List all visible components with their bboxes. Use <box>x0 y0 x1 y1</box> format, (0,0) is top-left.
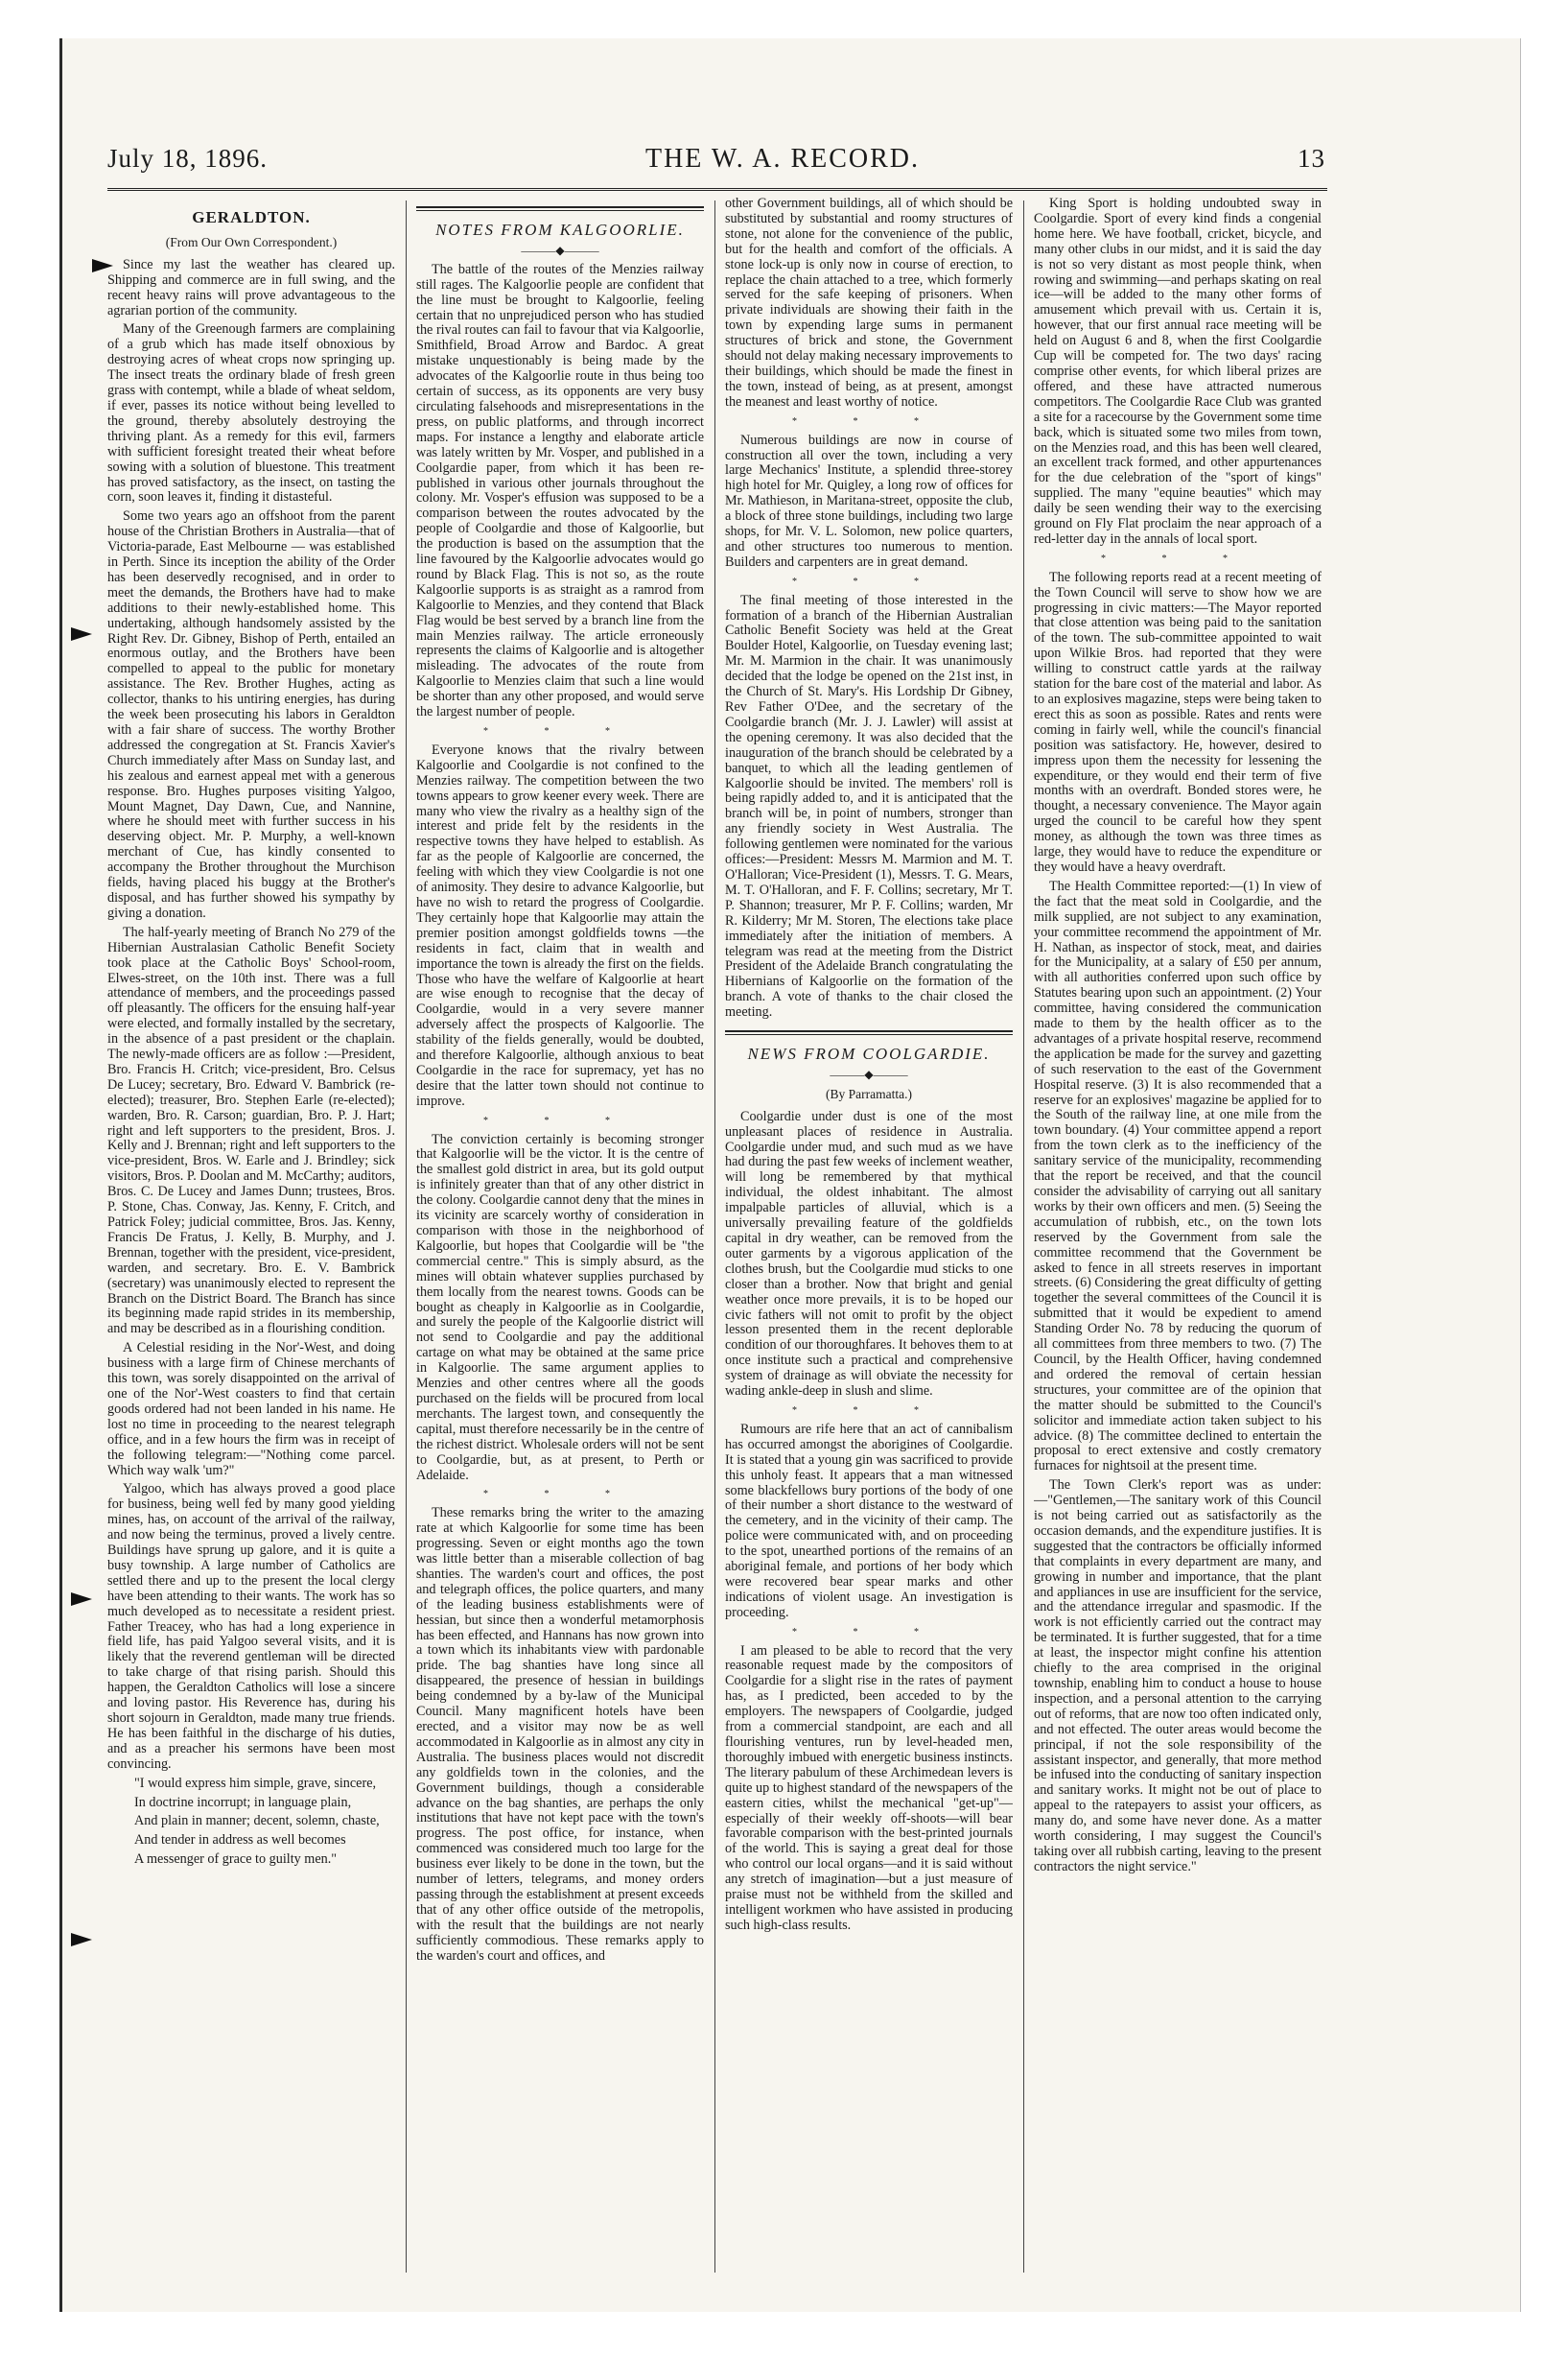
paragraph: Numerous buildings are now in course of construction all over the town, including a very large Mechanics' Institute, a splendid three-storey high hotel for Mr. Quigley, a long row of offices for Mr. Mathieson, in Maritana-street, opposite the club, a block of three stone buildings, including two large shops, for Mr. V. L. Solomon, new police quarters, and other structures too numerous to mention. Builders and carpenters are in great demand. <box>725 432 1013 570</box>
section-separator: * * * <box>483 726 637 737</box>
section-separator: * * * <box>792 1626 946 1637</box>
verse-line: In doctrine incorrupt; in language plain, <box>134 1794 352 1810</box>
column-coolgardie-continued <box>1034 197 1322 2278</box>
column-divider <box>406 200 407 2273</box>
margin-pointer-icon <box>71 1933 92 1946</box>
paragraph: other Government buildings, all of which should be substituted by substantial and roomy structures of stone, not alone for the convenience of the public, but for the health and comfort of the officials. A stone lock-up is only now in course of erection, to replace the chain attached to a tree, which formerly served for the safe keeping of prisoners. When private individuals are showing their faith in the town by expending large sums in permanent structures of brick and stone, the Government should not delay making necessary improvements to their buildings, which should be made the finest in the town, instead of being, as at present, amongst the meanest and least worthy of notice. <box>725 197 1013 410</box>
paragraph: The battle of the routes of the Menzies railway still rages. The Kalgoorlie people are confident that the line must be brought to Kalgoorlie, feeling certain that no unprejudiced person who has studied the rival routes can fail to favour that via Kalgoorlie, Smithfield, Broad Arrow and Bardoc. A great mistake unquestionably is being made by the advocates of the Kalgoorlie route in thus being too certain of success, as its opponents are very busy circulating falsehoods and misrepresentations in the press, on public platforms, and through incorrect maps. For instance a lengthy and elaborate article was lately written by Mr. Vosper, and published in a Coolgardie paper, from which it has been re-published in various other journals throughout the colony. Mr. Vosper's effusion was supposed to be a comparison between the routes advocated by the people of Coolgardie and those of Kalgoorlie, but the production is based on the assumption that the line favoured by the Kalgoorlie advocates would go round by Black Flag. This is not so, as the route Kalgoorlie supports is as straight as a ramrod from Kalgoorlie to Menzies, and they contend that Black Flag would be best served by a branch line from the main Menzies railway. The article erroneously represents the claims of Kalgoorlie and is altogether misleading. The advocates of the route from Kalgoorlie to Menzies claim that such a line would be shorter than any other proposed, and would serve the largest number of people. <box>416 261 704 720</box>
paragraph: King Sport is holding undoubted sway in Coolgardie. Sport of every kind finds a congenial home here. We have football, cricket, bicycle, and many other clubs in our midst, and it is said the day is not so very distant as most people think, when rowing and swimming—and perhaps skating on real ice—will be added to the many other forms of amusement which prevail with us. Certain it is, however, that our first annual race meeting will be held on August 6 and 8, when the first Coolgardie Cup will be competed for. The two days' racing comprise other events, for which liberal prizes are offered, and these have attracted numerous competitors. The Coolgardie Race Club was granted a site for a racecourse by the Government some time back, which is situated some two miles from town, on the Menzies road, and this has been well cleared, an excellent track formed, and other appurtenances for the due celebration of the "sport of kings" supplied. The many "equine beauties" which may daily be seen wending their way to the exercising ground on Fly Flat proclaim the near approach of a red-letter day in the annals of local sport. <box>1034 197 1322 547</box>
article-columns <box>107 197 1327 2278</box>
page-number: 13 <box>1297 144 1325 173</box>
column-divider <box>714 200 715 2273</box>
section-separator: * * * <box>792 576 946 587</box>
margin-pointer-icon <box>71 627 92 641</box>
section-ornament: ———◆——— <box>521 243 599 257</box>
margin-pointer-icon <box>71 1592 92 1606</box>
verse-line: And plain in manner; decent, solemn, chaste, <box>134 1813 380 1829</box>
section-ornament: ———◆——— <box>830 1067 908 1081</box>
section-separator: * * * <box>483 1489 637 1500</box>
paragraph: The Town Clerk's report was as under:—"Gentlemen,—The sanitary work of this Council is not being carried out as satisfactorily as the occasion demands, and the expenditure justifies. It is suggested that the contractors be officially informed that complaints in every department are many, and growing in number and importance, that the plant and appliances in use are insufficient for the service, and the attendance irregular and spasmodic. If the work is not efficiently carried out the contract may be terminated. It is further suggested, that for a time at least, the inspector might confine his attention chiefly to the area comprised in the original township, enabling him to conduct a house to house inspection, and a personal attention to the carrying out of reforms, that are now too often indicated only, and not effected. The outer areas would become the principal, if not the sole responsibility of the assistant inspector, and generally, that more method be infused into the conducting of sanitary inspection and sanitary works. It might not be out of place to appeal to the ratepayers to assist your officers, as many do, and some have never done. As a matter worth considering, I may suggest the Council's taking over all rubbish carting, leaving to the present contractors the night service." <box>1034 1477 1322 1874</box>
column-geraldton <box>107 197 395 2278</box>
paragraph: The conviction certainly is becoming stronger that Kalgoorlie will be the victor. It is the centre of the smallest gold district in area, but its gold output is infinitely greater than that of any other district in the colony. Coolgardie cannot deny that the mines in its vicinity are scarcely worthy of consideration in comparison with those in the neighborhood of Kalgoorlie, but hopes that Coolgardie will be "the commercial centre." This is simply absurd, as the mines will obtain whatever supplies purchased by them locally from the nearest towns. Goods can be bought as cheaply in Kalgoorlie as in Coolgardie, and surely the people of the Kalgoorlie district will not send to Coolgardie and pay the additional cartage on what may be obtained at the same price in Kalgoorlie. The same argument applies to Menzies and other centres where all the goods purchased on the fields will be procured from local merchants. The largest town, and consequently the capital, must therefore necessarily be in the centre of the richest district. Wholesale orders will not be sent to Coolgardie, but, as at present, to Perth or Adelaide. <box>416 1131 704 1483</box>
section-title-coolgardie: NEWS FROM COOLGARDIE. <box>747 1045 991 1064</box>
paragraph: A Celestial residing in the Nor'-West, and doing business with a large firm of Chinese merchants of this town, was sorely disappointed on the arrival of one of the Nor'-West coasters to find that certain goods ordered had not been landed in his name. He lost no time in proceeding to the nearest telegraph office, and in a few hours the firm was in receipt of the following telegram:—"Nothing come parcel. Which way walk 'um?" <box>107 1340 395 1478</box>
margin-pointer-icon <box>92 259 113 272</box>
paragraph: The half-yearly meeting of Branch No 279 of the Hibernian Australasian Catholic Benefit Society took place at the Catholic Boys' School-room, Elwes-street, on the 10th inst. There was a full attendance of members, and the proceedings passed off pleasantly. The officers for the ensuing half-year were elected, and formally installed by the secretary, in the absence of a past president or the chaplain. The newly-made officers are as follow :—President, Bro. Francis H. Critch; vice-president, Bro. Celsus De Lucey; secretary, Bro. Edward V. Bambrick (re-elected); treasurer, Bro. Stephen Earle (re-elected); warden, Bro. R. Carson; guardian, Bro. P. J. Hart; right and left supporters to the president, Bros. J. Kelly and J. Brennan; right and left supporters to the vice-president, Bros. W. Earle and J. Brindley; sick visitors, Bros. P. Doolan and M. McCarthy; auditors, Bros. C. De Lucey and James Dunn; trustees, Bros. P. Stone, Chas. Conway, Jas. Kenny, F. Critch, and Patrick Foley; judicial committee, Bros. Jas. Kenny, Francis De Fratus, J. Kelly, B. Murphy, and J. Brennan, together with the president, vice-president, warden, and secretary. Bro. E. V. Bambrick (secretary) was unanimously elected to represent the Branch on the District Board. The Branch has since its beginning made rapid strides in its membership, and may be described as in a flourishing condition. <box>107 924 395 1337</box>
masthead <box>107 144 1325 192</box>
column-kalgoorlie-coolgardie <box>725 197 1013 2278</box>
section-title-geraldton: GERALDTON. <box>192 208 311 226</box>
paragraph: Many of the Greenough farmers are complaining of a grub which has made itself obnoxious by destroying acres of wheat crops now springing up. The insect treats the ordinary blade of fresh green grass with contempt, while a blade of wheat seldom, if ever, passes its notice without being levelled to the ground, thereby absolutely destroying the thriving plant. As a remedy for this evil, farmers with sufficient foresight treated their wheat before sowing with a solution of bluestone. This treatment has proved satisfactory, as the insect, on tasting the corn, soon leaves it, finding it distasteful. <box>107 321 395 506</box>
issue-date: July 18, 1896. <box>107 144 269 173</box>
section-separator: * * * <box>792 1404 946 1416</box>
section-rule <box>416 206 704 211</box>
column-divider <box>1023 200 1024 2273</box>
section-separator: * * * <box>1101 553 1254 564</box>
paragraph: Everyone knows that the rivalry between Kalgoorlie and Coolgardie is not confined to the Menzies railway. The competition between the two towns appears to grow keener every week. There are many who view the rivalry as a healthy sign of the interest and pride felt by the residents in the respective towns they have helped to establish. As far as the people of Kalgoorlie are concerned, the feeling with which they view Coolgardie is not one of animosity. They desire to advance Kalgoorlie, but have no wish to retard the progress of Coolgardie. They certainly hope that Kalgoorlie may attain the premier position amongst goldfields towns —the residents in fact, claim that in wealth and importance the town is already the first on the fields. Those who have the welfare of Kalgoorlie at heart are wise enough to recognise that the decay of Coolgardie, would in a very severe manner adversely affect the prospects of Kalgoorlie. The stability of the fields generally, would be doubted, and therefore Kalgoorlie, although anxious to beat Coolgardie in the race for supremacy, yet has no desire that the latter town should not continue to improve. <box>416 742 704 1109</box>
paragraph: Since my last the weather has cleared up. Shipping and commerce are in full swing, and the recent heavy rains will prove advantageous to the agrarian portion of the community. <box>107 256 395 318</box>
verse-line: "I would express him simple, grave, sincere, <box>134 1775 377 1791</box>
paragraph: These remarks bring the writer to the amazing rate at which Kalgoorlie for some time has been progressing. Seven or eight months ago the town was little better than a miserable collection of bag shanties. The warden's court and offices, the post and telegraph offices, the police quarters, and many of the leading business establishments were of hessian, but since then a wonderful metamorphosis has been effected, and Hannans has now grown into a town which its inhabitants view with pardonable pride. The bag shanties have long since all disappeared, the presence of hessian in buildings being condemned by a by-law of the Municipal Council. Many magnificent hotels have been erected, and a visitor may now be as well accommodated in Kalgoorlie as in almost any city in Australia. The business places would not discredit any goldfields town in the colonies, and the Government buildings, though a considerable advance on the bag shanties, are perhaps the only institutions that have not kept pace with the town's progress. The post office, for instance, when commenced was considered much too large for the business ever likely to be done in the town, but the number of letters, telegrams, and money orders passing through the establishment at present exceeds that of any other office outside of the metropolis, with the result that the buildings are not nearly sufficiently commodious. These remarks apply to the warden's court and offices, and <box>416 1505 704 1964</box>
verse-line: A messenger of grace to guilty men." <box>134 1851 338 1868</box>
byline-geraldton: (From Our Own Correspondent.) <box>165 234 338 249</box>
verse-line: And tender in address as well becomes <box>134 1832 346 1849</box>
paragraph: Yalgoo, which has always proved a good place for business, being well fed by many good yielding mines, has, on account of the arrival of the railway, and now being the terminus, proved a lively centre. Buildings have sprung up galore, and it is quite a busy township. A large number of Catholics are settled there and up to the present the local clergy have been attending to their wants. The work has so much developed as to necessitate a resident priest. Father Treacey, who has had a long experience in field life, has paid Yalgoo several visits, and it is likely that the reverend gentleman will be directed to take charge of that rising parish. Should this happen, the Geraldton Catholics will lose a sincere and loving pastor. His Reverence has, during his short sojourn in Geraldton, made many true friends. He has been faithful in the discharge of his duties, and as a preacher his sermons have been most convincing. <box>107 1481 395 1772</box>
masthead-rule <box>107 188 1327 191</box>
section-title-kalgoorlie: NOTES FROM KALGOORLIE. <box>435 221 685 239</box>
paragraph: The following reports read at a recent meeting of the Town Council will serve to show how we are progressing in civic matters:—The Mayor reported that close attention was being paid to the sanitation of the town. The sub-committee appointed to wait upon Wilkie Bros. had reported that they were willing to construct cattle yards at the railway station for the bare cost of the material and labor. As to an explosives magazine, steps were being taken to erect this as soon as possible. Rates and rents were coming in fairly well, while the council's financial position was satisfactory. He, however, desired to impress upon them the necessity for lessening the expenditure, or they would end their term of five months with an overdraft. Bonded stores were, he thought, a necessary convenience. The Mayor again urged the council to be careful how they spent money, as although the town was three times as large, they would have to reduce the expenditure or they would have a heavy overdraft. <box>1034 569 1322 875</box>
byline-coolgardie: (By Parramatta.) <box>826 1086 912 1101</box>
paragraph: Rumours are rife here that an act of cannibalism has occurred amongst the aborigines of Coolgardie. It is stated that a young gin was sacrificed to provide this unholy feast. It appears that a man witnessed some blackfellows bury portions of the body of one of their number a short distance to the westward of the cemetery, and in the vicinity of their camp. The police were communicated with, and on proceeding to the spot, unearthed portions of the remains of an aboriginal female, and portions of her body which were recovered bear spear marks and other indications of violent usage. An investigation is proceeding. <box>725 1421 1013 1620</box>
section-rule <box>725 1030 1013 1035</box>
column-kalgoorlie <box>416 197 704 2278</box>
newspaper-title: THE W. A. RECORD. <box>644 144 921 174</box>
paragraph: Some two years ago an offshoot from the parent house of the Christian Brothers in Australia—that of Victoria-parade, East Melbourne — was established in Perth. Since its inception the ability of the Order has been deservedly recognised, and in order to meet the demands, the Brothers have had to make additions to their newly-established home. This undertaking, although handsomely assisted by the Right Rev. Dr. Gibney, Bishop of Perth, entailed an enormous outlay, and the Brothers have been compelled to appeal to the public for monetary assistance. The Rev. Brother Hughes, acting as collector, thanks to his untiring energies, has during the week been prosecuting his labors in Geraldton with a fair share of success. The worthy Brother addressed the congregation at St. Francis Xavier's Church immediately after Mass on Sunday last, and his zealous and earnest appeal met with a generous response. Bro. Hughes purposes visiting Yalgoo, Mount Magnet, Day Dawn, Cue, and Nannine, where he should meet with further success in his deserving object. Mr. P. Murphy, a well-known merchant of Cue, has kindly consented to accompany the Brother throughout the Murchison fields, having placed his buggy at the Brother's disposal, and has further showed his sympathy by giving a donation. <box>107 508 395 921</box>
paragraph: Coolgardie under dust is one of the most unpleasant places of residence in Australia. Coolgardie under mud, and such mud as we have had during the past few weeks of inclement weather, will long be remembered by that mythical individual, the oldest inhabitant. The almost impalpable particles of alluvial, which is a universally prevailing feature of the goldfields capital in dry weather, can be removed from the outer garments by a vigorous application of the clothes brush, but the Coolgardie mud sticks to one closer than a brother. Now that bright and genial weather once more prevails, it is to be hoped our civic fathers will not omit to profit by the object lesson presented them in the recent deplorable condition of our thoroughfares. It behoves them to at once institute such a practical and comprehensive system of drainage as will obviate the necessity for wading ankle-deep in slush and slime. <box>725 1108 1013 1400</box>
section-separator: * * * <box>792 415 946 427</box>
paragraph: The final meeting of those interested in the formation of a branch of the Hibernian Australian Catholic Benefit Society was held at the Great Boulder Hotel, Kalgoorlie, on Tuesday evening last; Mr. M. Marmion in the chair. It was unanimously decided that the lodge be opened on the 21st inst, in the Church of St. Mary's. His Lordship Dr Gibney, Rev Father O'Dee, and the secretary of the Coolgardie branch (Mr. J. J. Lawler) will assist at the opening ceremony. It was also decided that the inauguration of the branch should be celebrated by a banquet, to which all the leading gentlemen of Kalgoorlie should be invited. The members' roll is being rapidly added to, and it is anticipated that the branch will be, in point of numbers, stronger than any friendly society in West Australia. The following gentlemen were nominated for the various offices:—President: Messrs M. Marmion and M. T. O'Halloran; Vice-President (1), Messrs. T. G. Mears, M. T. O'Halloran, and F. F. Collins; secretary, Mr T. P. Shannon; treasurer, Mr P. F. Collins; warden, Mr R. Kilderry; Mr M. Storen, The elections take place immediately after the initiation of members. A telegram was read at the meeting from the District President of the Adelaide Branch congratulating the Hibernians of Kalgoorlie on the formation of the branch. A vote of thanks to the chair closed the meeting. <box>725 592 1013 1021</box>
paragraph: I am pleased to be able to record that the very reasonable request made by the compositors of Coolgardie for a slight rise in the rates of payment has, as I predicted, been acceded to by the employers. The newspapers of Coolgardie, judged from a commercial standpoint, are each and all flourishing ventures, run by level-headed men, thoroughly imbued with energetic business instincts. The literary pabulum of these Archimedean levers is quite up to highest standard of the newspapers of the eastern cities, whilst the mechanical "get-up"—especially of their weekly off-shoots—will bear favorable comparison with the best-printed journals of the world. This is saying a great deal for those who control our local organs—and it is said without any stretch of imagination—but a just measure of praise must not be withheld from the skilled and intelligent workmen who have assisted in producing such high-class results. <box>725 1642 1013 1933</box>
section-separator: * * * <box>483 1115 637 1126</box>
paragraph: The Health Committee reported:—(1) In view of the fact that the meat sold in Coolgardie, and the milk supplied, are not subject to any examination, your committee recommend the appointment of Mr. H. Nathan, as inspector of stock, meat, and dairies for the Municipality, at a salary of £50 per annum, with all authorities conferred upon such office by Statutes bearing upon such an appointment. (2) Your committee, having considered the communication made to them by the health officer as to the advantages of a private hospital reserve, recommend the application be made for the survey and gazetting of such reservation to the east of the Government Hospital reserve. (3) It is also recommended that a reserve for an explosives' magazine be applied for to the South of the railway line, at one mile from the town boundary. (4) Your committee append a report from the town clerk as to the inefficiency of the sanitary service of the municipality, recommending that the report be received, and that the council consider the advisability of carrying out all sanitary works by their own officers and men. (5) Seeing the accumulation of rubbish, etc., on the town lots reserved by the Government from sale the committee recommend that the Government be asked to fence in all streets reserves in important streets. (6) Considering the great difficulty of getting together the several committees of the Council it is submitted that it would be expedient to amend Standing Order No. 78 by reducing the quorum of all committees from three members to two. (7) The Council, by the Health Officer, having condemned and ordered the removal of certain hessian structures, your committee are of the opinion that the matter should be submitted to the Council's solicitor and immediate action taken subject to his advice. (8) The committee declined to entertain the proposal to erect extensive and costly crematory furnaces for nightsoil at the present time. <box>1034 878 1322 1474</box>
